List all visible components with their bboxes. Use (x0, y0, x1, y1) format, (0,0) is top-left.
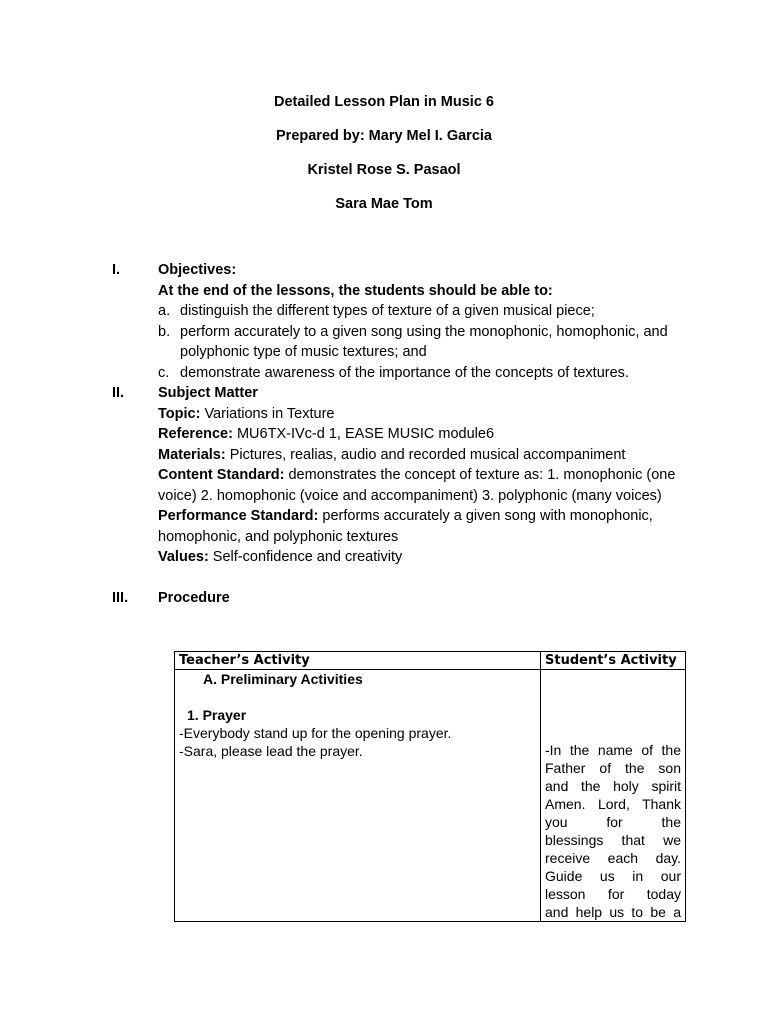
section-numeral: II. (112, 385, 125, 401)
spacer (112, 568, 682, 588)
preliminary-heading: A. Preliminary Activities (203, 671, 363, 687)
content-standard-line (158, 465, 682, 506)
field-label: Topic: (158, 405, 201, 422)
teacher-line: -Sara, please lead the prayer. (179, 743, 363, 759)
activity-table (174, 651, 686, 922)
prepared-by: Prepared by: Mary Mel I. Garcia (276, 128, 492, 144)
student-activity-cell (541, 670, 686, 922)
section-heading: Subject Matter (158, 385, 258, 401)
author-name: Kristel Rose S. Pasaol (307, 162, 461, 178)
field-value: Pictures, realias, audio and recorded musical accompaniment (225, 446, 626, 463)
lesson-sections (112, 260, 682, 608)
field-label: Reference: (158, 426, 233, 442)
item-letter: a. (158, 303, 171, 319)
reference-line (158, 424, 682, 445)
item-letter: b. (158, 323, 171, 340)
prayer-heading: 1. Prayer (187, 707, 247, 723)
student-line: and help us to be a (545, 904, 681, 920)
student-line: Father of the son (545, 760, 681, 776)
document-title: Detailed Lesson Plan in Music 6 (274, 94, 494, 110)
document-header (0, 92, 768, 228)
item-letter: c. (158, 364, 170, 381)
objective-item (158, 301, 682, 322)
student-line: Guide us in our (545, 868, 681, 884)
field-label: Materials: (158, 446, 226, 463)
column-header-teacher: Teacher’s Activity (175, 652, 541, 670)
field-value: demonstrates the concept of texture as: 1. monophonic (one voice) 2. homophonic (voice and accompaniment) 3. polyphonic (many voices) (158, 467, 676, 504)
materials-line (158, 445, 682, 466)
section-heading: Objectives: (158, 262, 237, 278)
field-value: MU6TX-IVc-d 1, EASE MUSIC module6 (232, 426, 495, 442)
item-text: perform accurately to a given song using the monophonic, homophonic, and polyphonic type of music textures; and (180, 323, 668, 360)
teacher-line: -Everybody stand up for the opening prayer. (179, 725, 452, 741)
field-value: Self-confidence and creativity (208, 549, 403, 565)
field-label: Performance Standard: (158, 508, 319, 524)
section-numeral: I. (112, 262, 121, 278)
table-header-row (175, 652, 686, 670)
performance-standard-line (158, 506, 682, 547)
subject-matter-section (112, 383, 682, 568)
item-text: demonstrate awareness of the importance of the concepts of textures. (180, 364, 629, 381)
objectives-intro: At the end of the lessons, the students should be able to: (158, 282, 553, 299)
student-line: receive each day. (545, 850, 681, 866)
topic-line (158, 404, 682, 425)
item-text: distinguish the different types of texture of a given musical piece; (180, 303, 595, 319)
student-line: -In the name of the (545, 742, 681, 758)
section-numeral: III. (112, 589, 129, 606)
objective-item (158, 363, 682, 384)
field-value: performs accurately a given song with monophonic, homophonic, and polyphonic textures (158, 508, 653, 545)
field-value: Variations in Texture (200, 405, 335, 422)
student-response (545, 741, 681, 921)
objectives-section (112, 260, 682, 383)
values-line (158, 547, 682, 568)
student-line: blessings that we (545, 832, 681, 848)
student-line: lesson for today (545, 886, 681, 902)
field-label: Values: (158, 549, 209, 565)
section-heading: Procedure (158, 589, 230, 606)
column-header-student: Student’s Activity (541, 652, 686, 670)
student-line: and the holy spirit (545, 778, 681, 794)
student-line: you for the (545, 814, 681, 830)
author-name: Sara Mae Tom (335, 196, 433, 212)
objective-item (158, 322, 682, 363)
table-row (175, 670, 686, 922)
procedure-section (112, 588, 682, 609)
field-label: Content Standard: (158, 467, 285, 483)
student-line: Amen. Lord, Thank (545, 796, 681, 812)
teacher-activity-cell (175, 670, 541, 922)
